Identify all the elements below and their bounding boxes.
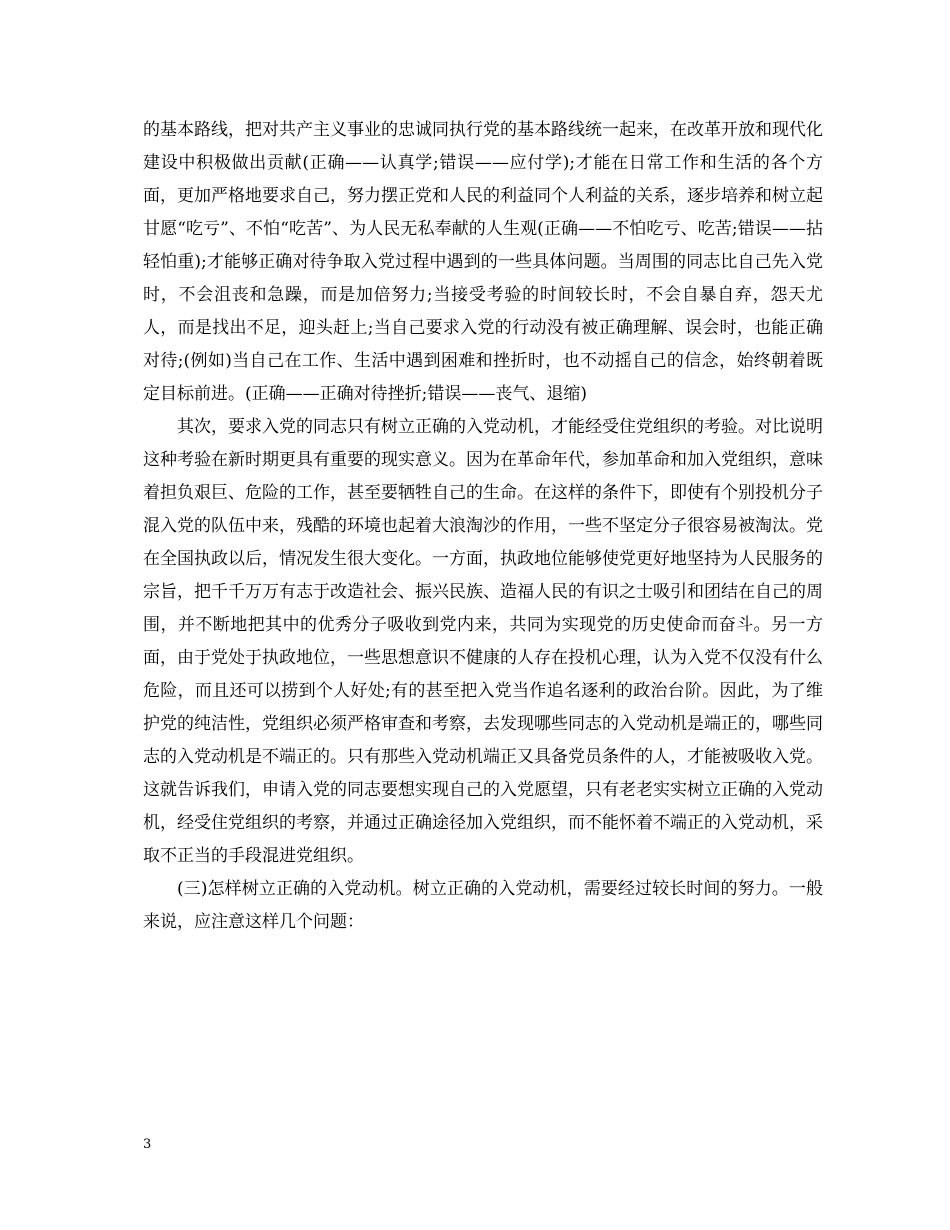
- paragraph-3: (三)怎样树立正确的入党动机。树立正确的入党动机，需要经过较长时间的努力。一般来说，应注意这样几个问题：: [143, 879, 823, 932]
- document-body: [143, 114, 823, 939]
- paragraph-2: 其次，要求入党的同志只有树立正确的入党动机，才能经受住党组织的考验。对比说明这种考验在新时期更具有重要的现实意义。因为在革命年代，参加革命和加入党组织，意味着担负艰巨、危险的工作，甚至要牺牲自己的生命。在这样的条件下，即使有个别投机分子混入党的队伍中来，残酷的环境也起着大浪淘沙的作用，一些不坚定分子很容易被淘汰。党在全国执政以后，情况发生很大变化。一方面，执政地位能够使党更好地坚持为人民服务的宗旨，把千千万万有志于改造社会、振兴民族、造福人民的有识之士吸引和团结在自己的周围，并不断地把其中的优秀分子吸收到党内来，共同为实现党的历史使命而奋斗。另一方面，由于党处于执政地位，一些思想意识不健康的人存在投机心理，认为入党不仅没有什么危险，而且还可以捞到个人好处;有的甚至把入党当作追名逐利的政治台阶。因此，为了维护党的纯洁性，党组织必须严格审查和考察，去发现哪些同志的入党动机是端正的，哪些同志的入党动机是不端正的。只有那些入党动机端正又具备党员条件的人，才能被吸收入党。这就告诉我们，申请入党的同志要想实现自己的入党愿望，只有老老实实树立正确的入党动机，经受住党组织的考察，并通过正确途径加入党组织，而不能怀着不端正的入党动机，采取不正当的手段混进党组织。: [143, 417, 823, 866]
- paragraph-1: 的基本路线，把对共产主义事业的忠诚同执行党的基本路线统一起来，在改革开放和现代化建设中积极做出贡献(正确——认真学;错误——应付学);才能在日常工作和生活的各个方面，更加严格地要求自己，努力摆正党和人民的利益同个人利益的关系，逐步培养和树立起甘愿“吃亏”、不怕“吃苦”、为人民无私奉献的人生观(正确——不怕吃亏、吃苦;错误——拈轻怕重);才能够正确对待争取入党过程中遇到的一些具体问题。当周围的同志比自己先入党时，不会沮丧和急躁，而是加倍努力;当接受考验的时间较长时，不会自暴自弃，怨天尤人，而是找出不足，迎头赶上;当自己要求入党的行动没有被正确理解、误会时，也能正确对待;(例如)当自己在工作、生活中遇到困难和挫折时，也不动摇自己的信念，始终朝着既定目标前进。(正确——正确对待挫折;错误——丧气、退缩): [143, 120, 823, 404]
- page-number: 3: [143, 1137, 152, 1152]
